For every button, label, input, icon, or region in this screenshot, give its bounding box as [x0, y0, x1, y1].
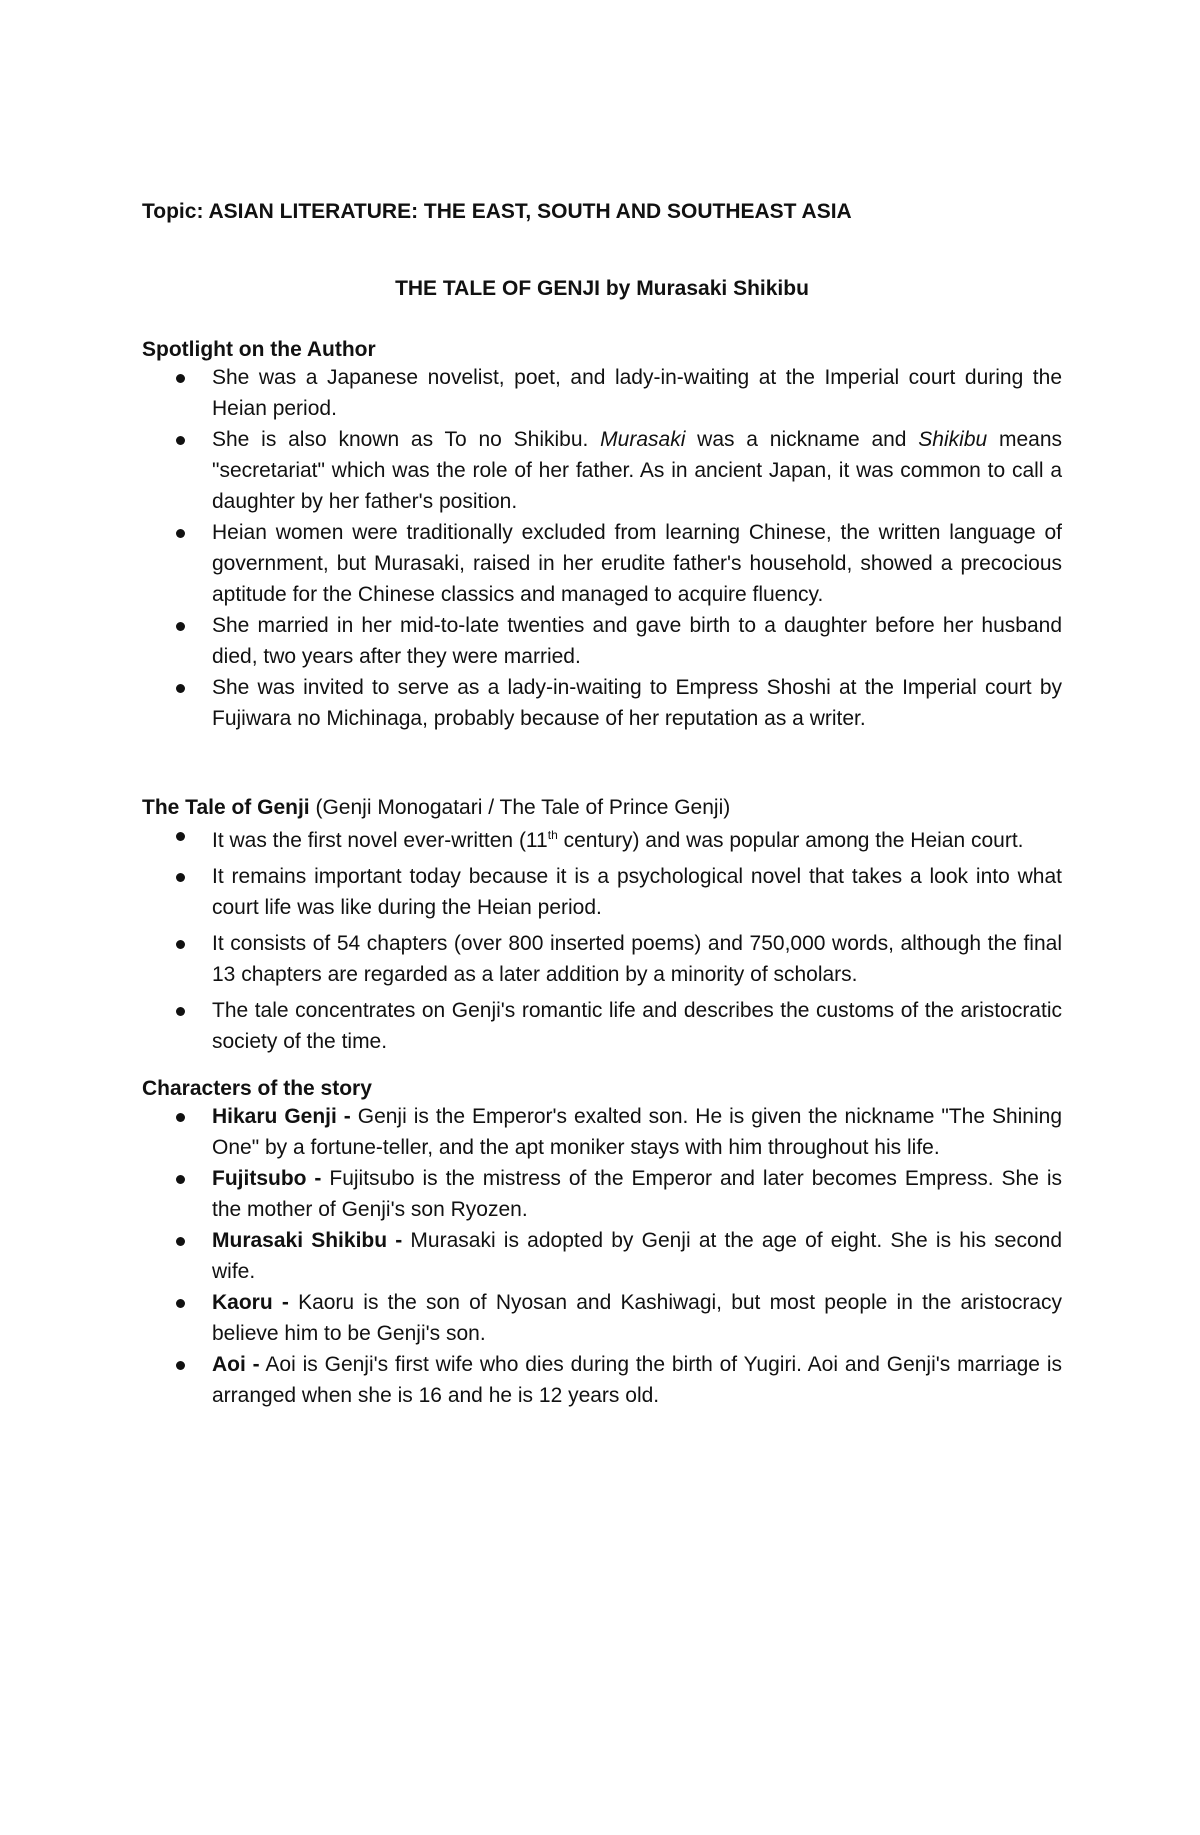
- bullet-icon: [176, 832, 185, 841]
- list-item: It consists of 54 chapters (over 800 inserted poems) and 750,000 words, although the final 13 chapters are regarded as a later addition by a minority of scholars.: [142, 928, 1062, 990]
- list-item: Murasaki Shikibu - Murasaki is adopted by Genji at the age of eight. She is his second wife.: [142, 1225, 1062, 1287]
- bullet-icon: [176, 1361, 185, 1370]
- topic-line: Topic: ASIAN LITERATURE: THE EAST, SOUTH AND SOUTHEAST ASIA: [142, 200, 852, 223]
- bullet-icon: [176, 1113, 185, 1122]
- character-name: Hikaru Genji -: [212, 1105, 351, 1128]
- characters-heading: Characters of the story: [142, 1077, 372, 1100]
- character-name: Aoi -: [212, 1353, 260, 1376]
- bullet-icon: [176, 1299, 185, 1308]
- list-item: She is also known as To no Shikibu. Murasaki was a nickname and Shikibu means "secretariat" which was the role of her father. As in ancient Japan, it was common to call a daughter by her father's position.: [142, 424, 1062, 517]
- list-item: Aoi - Aoi is Genji's first wife who dies during the birth of Yugiri. Aoi and Genji's marriage is arranged when she is 16 and he is 12 years old.: [142, 1349, 1062, 1411]
- tale-list: [142, 820, 1062, 1057]
- list-item: She married in her mid-to-late twenties and gave birth to a daughter before her husband died, two years after they were married.: [142, 610, 1062, 672]
- tale-heading: The Tale of Genji (Genji Monogatari / The Tale of Prince Genji): [142, 796, 731, 819]
- bullet-icon: [176, 684, 185, 693]
- list-item: Kaoru - Kaoru is the son of Nyosan and Kashiwagi, but most people in the aristocracy believe him to be Genji's son.: [142, 1287, 1062, 1349]
- characters-list: [142, 1101, 1062, 1411]
- list-item: She was a Japanese novelist, poet, and lady-in-waiting at the Imperial court during the Heian period.: [142, 362, 1062, 424]
- bullet-icon: [176, 1007, 185, 1016]
- bullet-icon: [176, 622, 185, 631]
- list-item: Fujitsubo - Fujitsubo is the mistress of the Emperor and later becomes Empress. She is the mother of Genji's son Ryozen.: [142, 1163, 1062, 1225]
- document-page: [142, 200, 1062, 1411]
- author-list: [142, 362, 1062, 734]
- character-name: Murasaki Shikibu -: [212, 1229, 403, 1252]
- bullet-icon: [176, 873, 185, 882]
- character-name: Kaoru -: [212, 1291, 289, 1314]
- list-item: Heian women were traditionally excluded from learning Chinese, the written language of government, but Murasaki, raised in her erudite father's household, showed a precocious aptitude for the Chinese classics and managed to acquire fluency.: [142, 517, 1062, 610]
- bullet-icon: [176, 436, 185, 445]
- bullet-icon: [176, 1237, 185, 1246]
- document-title: THE TALE OF GENJI by Murasaki Shikibu: [395, 277, 809, 300]
- bullet-icon: [176, 940, 185, 949]
- list-item: The tale concentrates on Genji's romantic life and describes the customs of the aristocratic society of the time.: [142, 995, 1062, 1057]
- list-item: It was the first novel ever-written (11th century) and was popular among the Heian court.: [142, 820, 1062, 856]
- bullet-icon: [176, 1175, 185, 1184]
- bullet-icon: [176, 529, 185, 538]
- list-item: Hikaru Genji - Genji is the Emperor's exalted son. He is given the nickname "The Shining One" by a fortune-teller, and the apt moniker stays with him throughout his life.: [142, 1101, 1062, 1163]
- character-name: Fujitsubo -: [212, 1167, 322, 1190]
- list-item: It remains important today because it is a psychological novel that takes a look into what court life was like during the Heian period.: [142, 861, 1062, 923]
- list-item: She was invited to serve as a lady-in-waiting to Empress Shoshi at the Imperial court by Fujiwara no Michinaga, probably because of her reputation as a writer.: [142, 672, 1062, 734]
- author-heading: Spotlight on the Author: [142, 338, 376, 361]
- bullet-icon: [176, 374, 185, 383]
